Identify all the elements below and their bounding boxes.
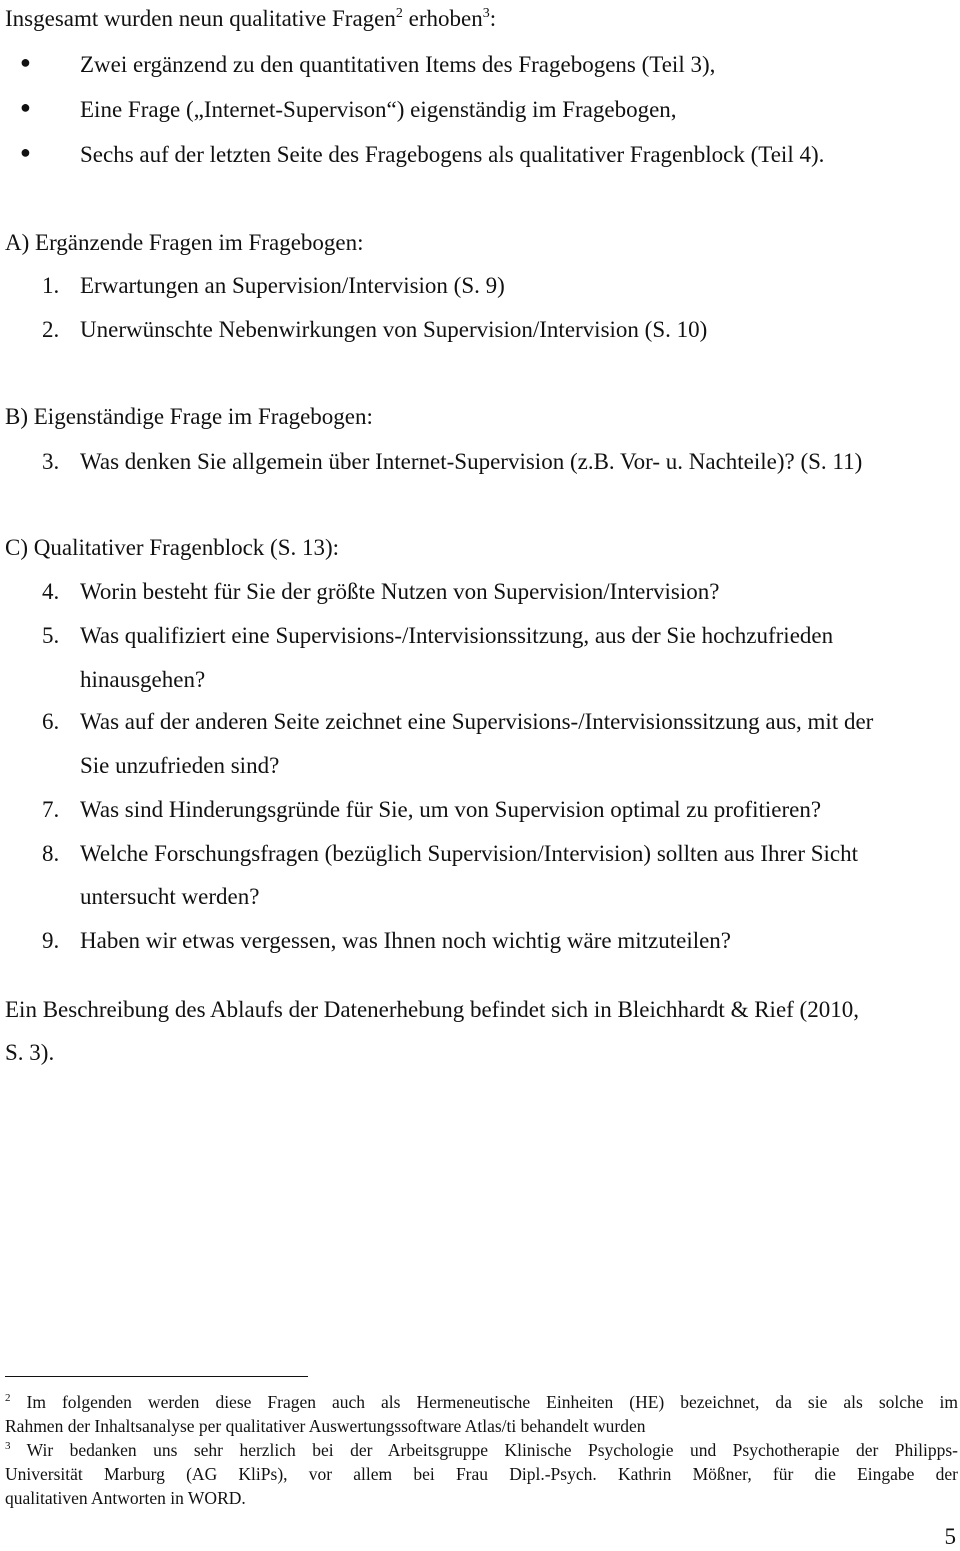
intro-line	[5, 6, 496, 32]
question-text: Welche Forschungsfragen (bezüglich Supervision/Intervision) sollten aus Ihrer Sicht	[80, 841, 859, 866]
list-item: Zwei ergänzend zu den quantitativen Items des Fragebogens (Teil 3),	[80, 52, 716, 77]
footnote-ref-2[interactable]: 2	[395, 6, 403, 21]
intro-text: erhoben	[402, 6, 483, 31]
question-number: 1.	[42, 273, 60, 298]
footnote-text: qualitativen Antworten in WORD.	[5, 1488, 246, 1508]
question-text: untersucht werden?	[80, 884, 260, 909]
footnote-ref-3[interactable]: 3	[482, 6, 490, 21]
question-text: Was auf der anderen Seite zeichnet eine Supervisions-/Intervisionssitzung aus, mit der	[80, 709, 874, 734]
question-text: Worin besteht für Sie der größte Nutzen von Supervision/Intervision?	[80, 579, 720, 604]
footnote-text: Im folgenden werden diese Fragen auch als Hermeneutische Einheiten (HE) bezeichnet, da sie als solche im	[26, 1392, 959, 1412]
footnote-3	[5, 1439, 958, 1461]
closing-paragraph: Ein Beschreibung des Ablaufs der Datenerhebung befindet sich in Bleichhardt & Rief (2010,	[5, 997, 859, 1022]
footnote-2	[5, 1391, 958, 1413]
footnote-text: Rahmen der Inhaltsanalyse per qualitativer Auswertungssoftware Atlas/ti behandelt wurden	[5, 1416, 646, 1436]
question-text: hinausgehen?	[80, 667, 206, 692]
question-text: Was qualifiziert eine Supervisions-/Intervisionssitzung, aus der Sie hochzufrieden	[80, 623, 834, 648]
footnote-mark: 2	[5, 1392, 11, 1404]
footnote-mark: 3	[5, 1440, 11, 1452]
question-number: 5.	[42, 623, 60, 648]
section-heading-c: C) Qualitativer Fragenblock (S. 13):	[5, 535, 340, 560]
list-item: Eine Frage („Internet-Supervison“) eigenständig im Fragebogen,	[80, 97, 677, 122]
question-number: 6.	[42, 709, 60, 734]
closing-paragraph: S. 3).	[5, 1040, 55, 1065]
bullet-icon: ●	[20, 142, 31, 162]
question-number: 7.	[42, 797, 60, 822]
section-heading-b: B) Eigenständige Frage im Fragebogen:	[5, 404, 373, 429]
footnote-text: Wir bedanken uns sehr herzlich bei der Arbeitsgruppe Klinische Psychologie und Psychotherapie der Philipps-	[26, 1440, 959, 1460]
footnote-separator	[5, 1376, 308, 1377]
intro-text: Insgesamt wurden neun qualitative Fragen	[5, 6, 396, 31]
list-item: Sechs auf der letzten Seite des Fragebogens als qualitativer Fragenblock (Teil 4).	[80, 142, 825, 167]
question-number: 4.	[42, 579, 60, 604]
question-text: Sie unzufrieden sind?	[80, 753, 280, 778]
bullet-icon: ●	[20, 52, 31, 72]
question-number: 3.	[42, 449, 60, 474]
question-text: Erwartungen an Supervision/Intervision (S. 9)	[80, 273, 505, 298]
section-heading-a: A) Ergänzende Fragen im Fragebogen:	[5, 230, 364, 255]
footnote-text: Universität Marburg (AG KliPs), vor allem bei Frau Dipl.-Psych. Kathrin Mößner, für die Eingabe der	[5, 1464, 958, 1484]
question-text: Was sind Hinderungsgründe für Sie, um von Supervision optimal zu profitieren?	[80, 797, 822, 822]
question-text: Was denken Sie allgemein über Internet-Supervision (z.B. Vor- u. Nachteile)? (S. 11)	[80, 449, 863, 474]
page-number: 5	[944, 1524, 956, 1549]
question-text: Haben wir etwas vergessen, was Ihnen noch wichtig wäre mitzuteilen?	[80, 928, 732, 953]
question-text: Unerwünschte Nebenwirkungen von Supervision/Intervision (S. 10)	[80, 317, 708, 342]
bullet-icon: ●	[20, 97, 31, 117]
question-number: 8.	[42, 841, 60, 866]
question-number: 2.	[42, 317, 60, 342]
intro-text: :	[489, 6, 497, 31]
question-number: 9.	[42, 928, 60, 953]
